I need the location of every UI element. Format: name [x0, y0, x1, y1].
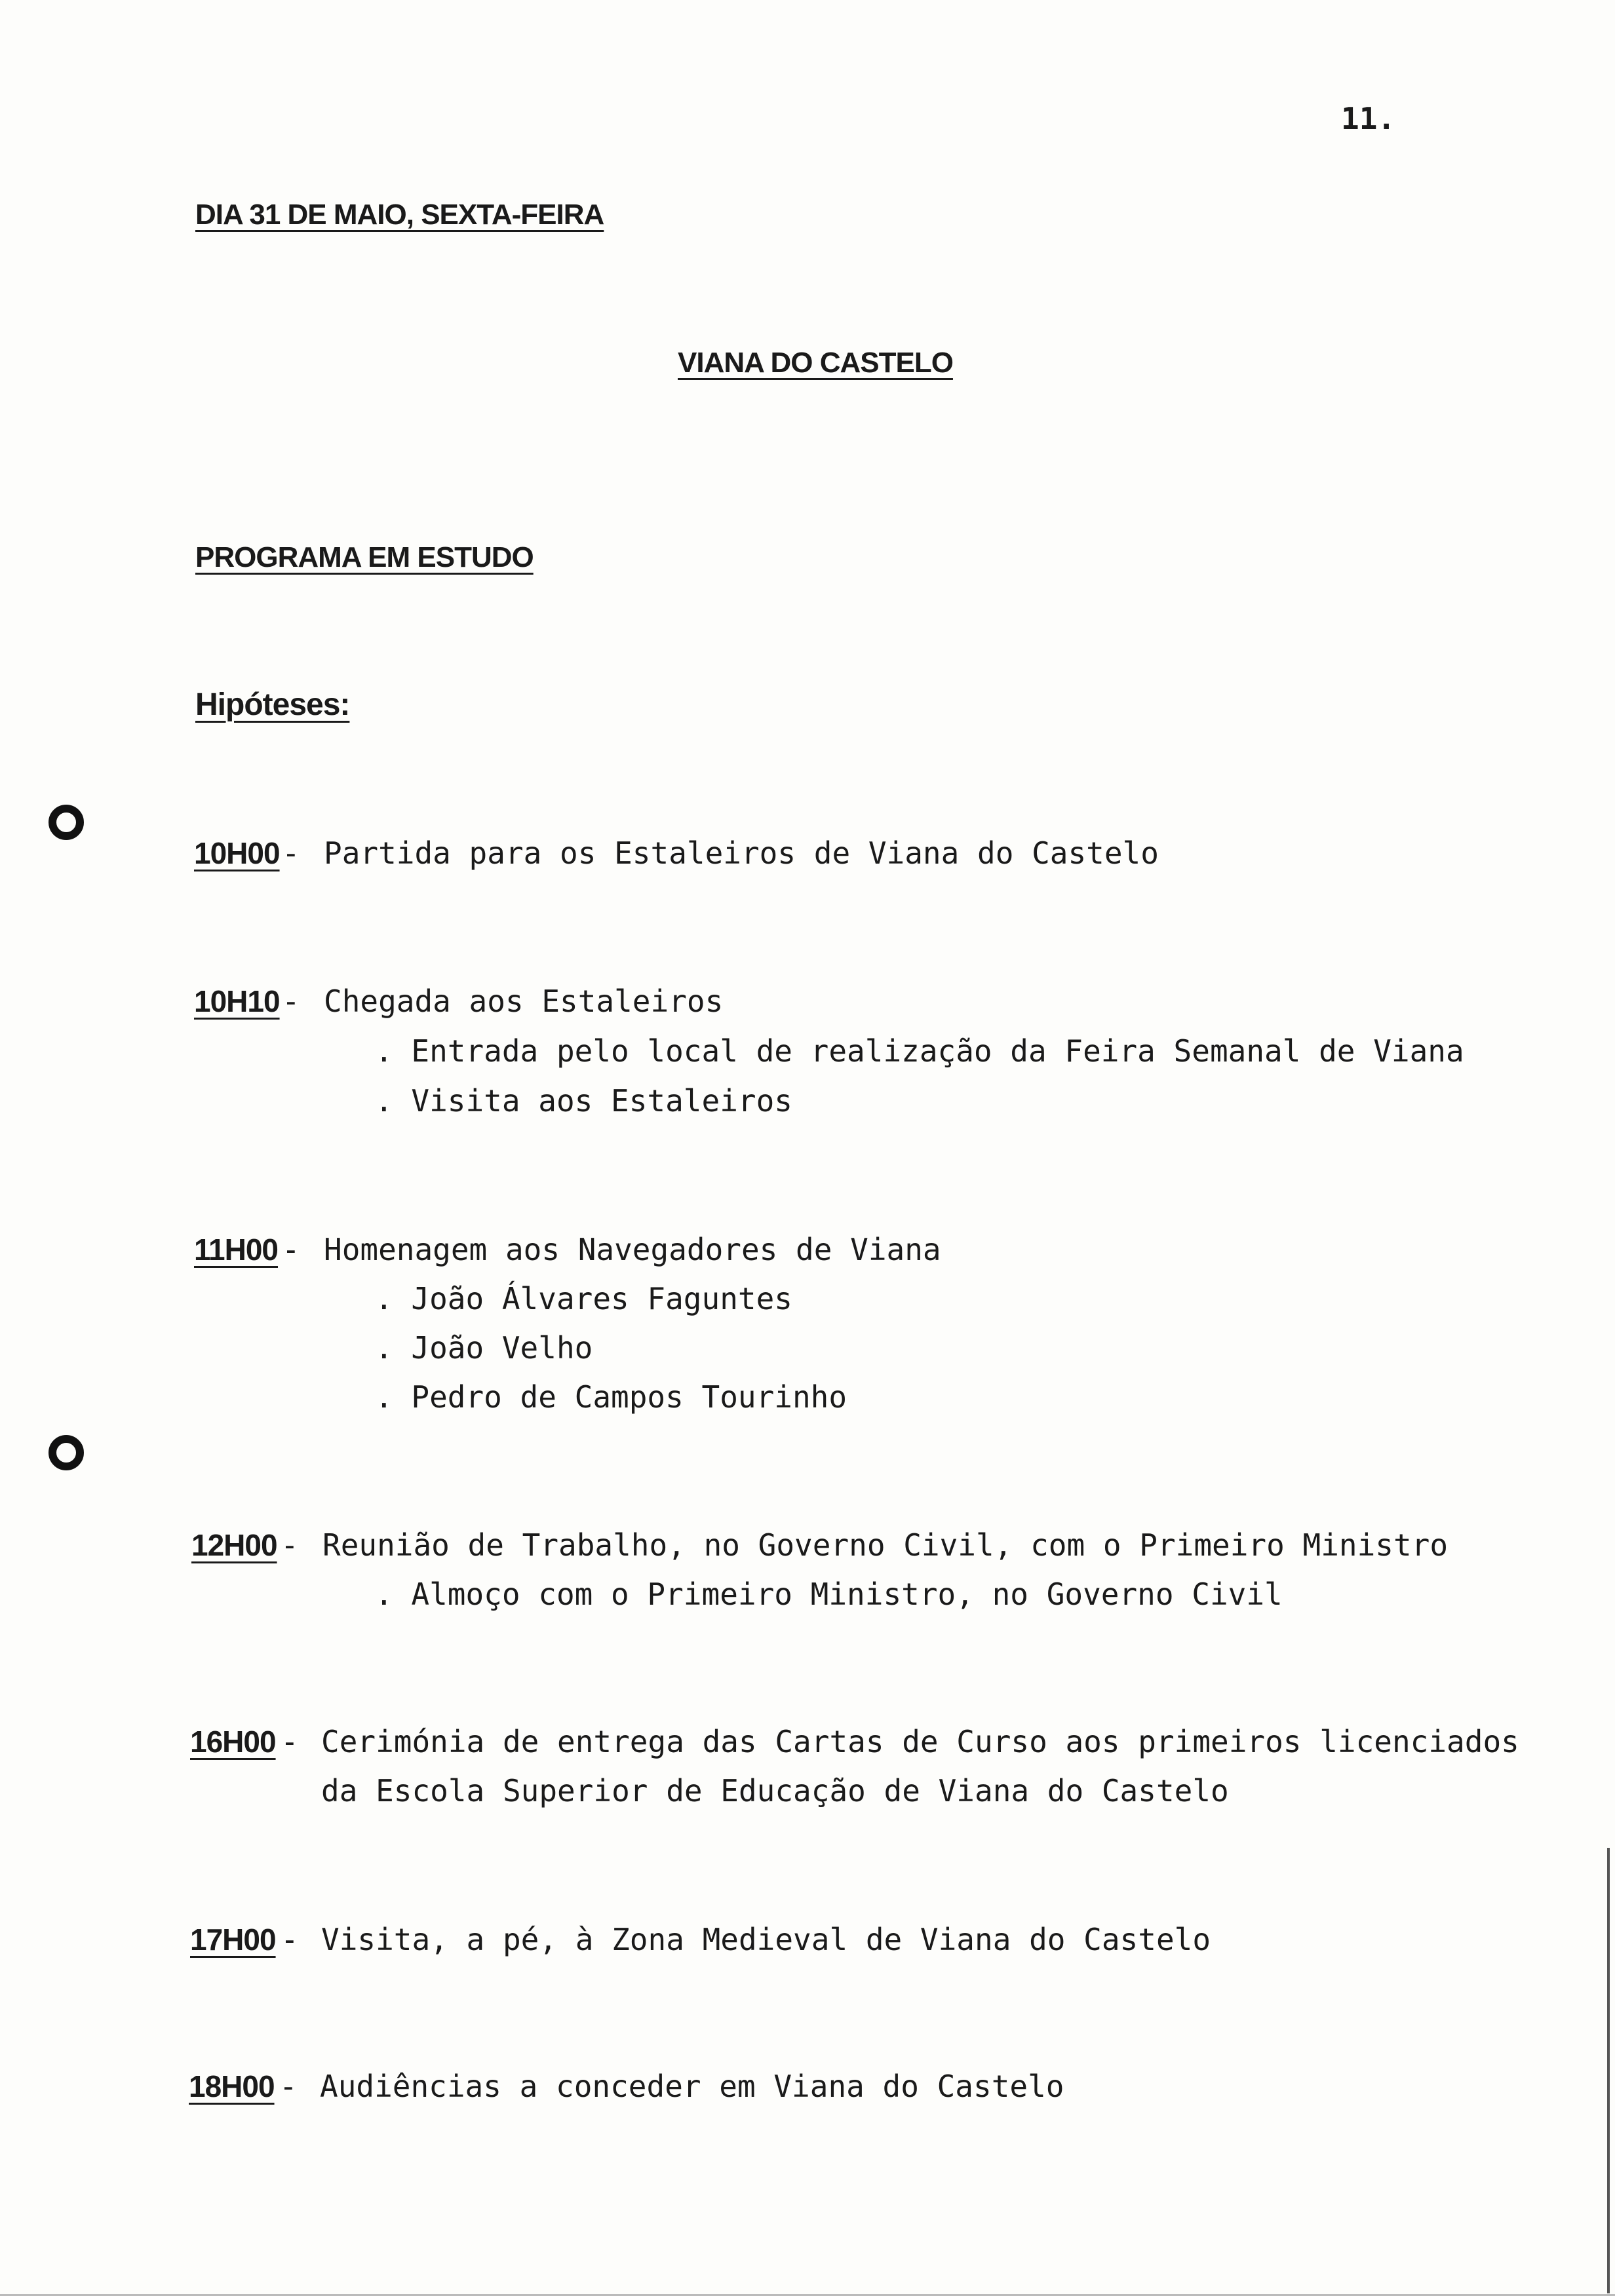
- schedule-time: 18H00: [189, 2069, 275, 2103]
- schedule-description: Visita, a pé, à Zona Medieval de Viana do Castelo: [321, 1922, 1211, 1957]
- schedule-time: 11H00: [194, 1233, 279, 1267]
- schedule-description: Partida para os Estaleiros de Viana do Castelo: [324, 835, 1159, 871]
- hypotheses-label: Hipóteses:: [195, 687, 350, 722]
- schedule-subitem: . João Álvares Faguntes: [375, 1281, 792, 1316]
- punch-hole-icon: [49, 1435, 84, 1470]
- date-heading: DIA 31 DE MAIO, SEXTA-FEIRA: [195, 199, 604, 231]
- schedule-subitem: . Almoço com o Primeiro Ministro, no Governo Civil: [375, 1577, 1283, 1612]
- page-number: 11.: [1341, 101, 1396, 136]
- schedule-time: 10H00: [194, 836, 280, 870]
- schedule-dash: -: [282, 835, 300, 871]
- schedule-description: Chegada aos Estaleiros: [324, 984, 724, 1019]
- schedule-description: Reunião de Trabalho, no Governo Civil, com o Primeiro Ministro: [322, 1527, 1449, 1563]
- schedule-description: Audiências a conceder em Viana do Castelo: [320, 2069, 1064, 2104]
- schedule-dash: -: [282, 984, 300, 1019]
- location-heading: VIANA DO CASTELO: [678, 347, 953, 379]
- schedule-subitem: . Pedro de Campos Tourinho: [375, 1379, 847, 1415]
- schedule-dash: -: [281, 1724, 299, 1759]
- schedule-description: Homenagem aos Navegadores de Viana: [324, 1232, 941, 1267]
- schedule-dash: -: [281, 1527, 299, 1563]
- schedule-subitem: . João Velho: [375, 1330, 593, 1366]
- program-heading: PROGRAMA EM ESTUDO: [195, 541, 534, 573]
- schedule-time: 17H00: [190, 1923, 276, 1957]
- schedule-time: 12H00: [191, 1528, 277, 1562]
- schedule-subitem: . Entrada pelo local de realização da Feira Semanal de Viana: [375, 1033, 1464, 1069]
- page-edge-shadow: [1607, 1848, 1610, 2293]
- schedule-subitem: . Visita aos Estaleiros: [375, 1083, 792, 1119]
- schedule-description: Cerimónia de entrega das Cartas de Curso aos primeiros licenciados: [321, 1724, 1519, 1759]
- schedule-dash: -: [279, 2069, 298, 2104]
- schedule-dash: -: [282, 1232, 300, 1267]
- schedule-dash: -: [281, 1922, 299, 1957]
- schedule-time: 10H10: [194, 984, 280, 1018]
- punch-hole-icon: [49, 805, 84, 840]
- schedule-time: 16H00: [190, 1725, 276, 1759]
- schedule-continuation: da Escola Superior de Educação de Viana do Castelo: [321, 1773, 1229, 1808]
